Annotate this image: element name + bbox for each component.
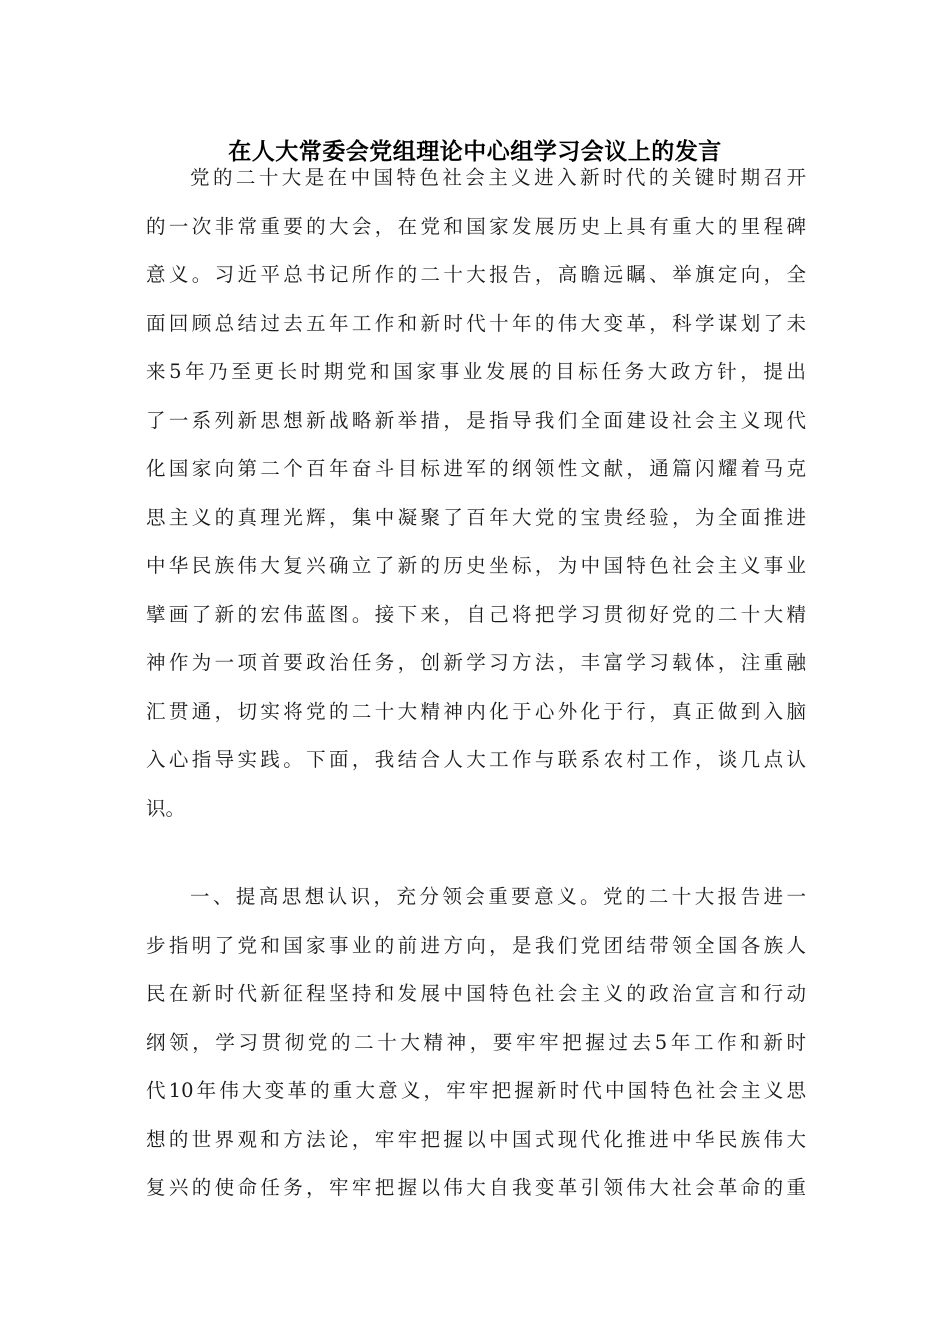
text-line: 中华民族伟大复兴确立了新的历史坐标，为中国特色社会主义事业 [146, 554, 806, 577]
paragraph-intro [146, 154, 806, 833]
text-line: 擘画了新的宏伟蓝图。接下来，自己将把学习贯彻好党的二十大精 [146, 602, 806, 626]
text-line: 步指明了党和国家事业的前进方向，是我们党团结带领全国各族人 [146, 933, 806, 957]
text-line: 来5年乃至更长时期党和国家事业发展的目标任务大政方针，提出 [146, 360, 806, 383]
text-line: 的一次非常重要的大会，在党和国家发展历史上具有重大的里程碑 [146, 214, 806, 238]
text-line: 一、提高思想认识，充分领会重要意义。党的二十大报告进一 [190, 885, 806, 908]
paragraph-section-one [146, 873, 806, 1213]
text-line: 意义。习近平总书记所作的二十大报告，高瞻远瞩、举旗定向，全 [146, 263, 806, 286]
text-line: 纲领，学习贯彻党的二十大精神，要牢牢把握过去5年工作和新时 [146, 1030, 806, 1054]
text-line: 识。 [146, 796, 186, 820]
text-line: 汇贯通，切实将党的二十大精神内化于心外化于行，真正做到入脑 [146, 699, 806, 723]
document-title: 在人大常委会党组理论中心组学习会议上的发言 [228, 139, 722, 165]
text-line: 了一系列新思想新战略新举措，是指导我们全面建设社会主义现代 [146, 408, 806, 432]
text-line: 想的世界观和方法论，牢牢把握以中国式现代化推进中华民族伟大 [146, 1127, 806, 1151]
text-line: 神作为一项首要政治任务，创新学习方法，丰富学习载体，注重融 [146, 651, 806, 674]
text-line: 代10年伟大变革的重大意义，牢牢把握新时代中国特色社会主义思 [146, 1079, 806, 1102]
text-line: 面回顾总结过去五年工作和新时代十年的伟大变革，科学谋划了未 [146, 311, 806, 335]
text-line: 民在新时代新征程坚持和发展中国特色社会主义的政治宣言和行动 [146, 982, 806, 1005]
text-line: 党的二十大是在中国特色社会主义进入新时代的关键时期召开 [190, 166, 806, 189]
text-line: 入心指导实践。下面，我结合人大工作与联系农村工作，谈几点认 [146, 748, 806, 771]
text-line: 化国家向第二个百年奋斗目标进军的纲领性文献，通篇闪耀着马克 [146, 457, 806, 480]
text-line: 思主义的真理光辉，集中凝聚了百年大党的宝贵经验，为全面推进 [146, 505, 806, 529]
text-line: 复兴的使命任务，牢牢把握以伟大自我变革引领伟大社会革命的重 [146, 1176, 806, 1199]
